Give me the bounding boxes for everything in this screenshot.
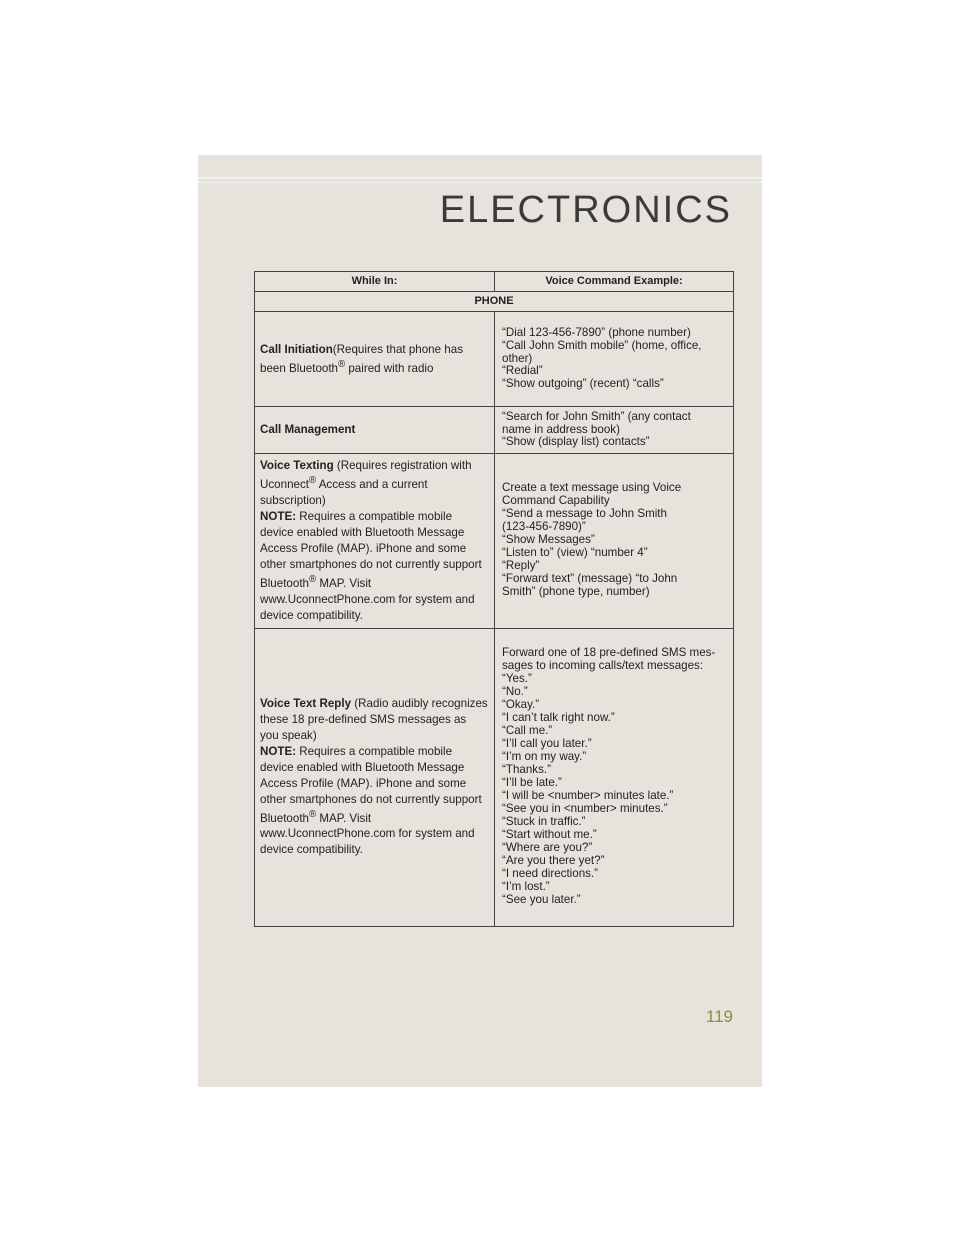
- row-feature-desc: (Radio audibly recognizes these 18 pre-defined SMS messages as you speak): [260, 696, 488, 742]
- note-text: MAP. Visit www.UconnectPhone.com for system and device compatibility.: [260, 576, 475, 622]
- row-feature-label: Call Management: [260, 423, 356, 436]
- command-line: “Thanks.”: [502, 763, 551, 777]
- command-line: “Forward text” (message) “to John: [502, 572, 678, 586]
- row-feature-label: Call Initiation: [260, 342, 333, 356]
- command-line: “Show (display list) contacts”: [502, 435, 650, 449]
- group-header-phone: PHONE: [255, 292, 734, 312]
- column-header-while-in: While In:: [255, 272, 495, 292]
- command-line: Command Capability: [502, 494, 610, 508]
- command-line: “Call me.”: [502, 724, 553, 738]
- header-rule: [198, 177, 762, 179]
- command-line: “Show Messages”: [502, 533, 595, 547]
- note-text: Requires a compatible mobile device enabled with Bluetooth Message Access Profile (MAP). iPhone and some other smartphones do not currently support Bluetooth: [260, 744, 482, 825]
- table-header-row: [255, 272, 734, 292]
- group-header-row: [255, 292, 734, 312]
- command-line: “Show outgoing” (recent) “calls”: [502, 377, 664, 391]
- note-label: NOTE:: [260, 744, 297, 758]
- command-line: “Listen to” (view) “number 4”: [502, 546, 648, 560]
- row-feature-cell: [255, 312, 495, 407]
- column-header-voice-command: Voice Command Example:: [495, 272, 734, 292]
- command-line: Smith” (phone type, number): [502, 585, 650, 599]
- command-line: Forward one of 18 pre-defined SMS mes-: [502, 646, 716, 660]
- command-line: “I will be <number> minutes late.”: [502, 789, 674, 803]
- registered-mark: ®: [308, 474, 317, 486]
- row-feature-label: Voice Text Reply: [260, 696, 352, 710]
- command-line: sages to incoming calls/text messages:: [502, 659, 704, 673]
- table-row: [255, 312, 734, 407]
- command-line: other): [502, 351, 533, 365]
- row-feature-desc: paired with radio: [345, 361, 434, 375]
- row-command-cell: [495, 628, 734, 926]
- command-line: “Dial 123-456-7890” (phone number): [502, 325, 691, 339]
- command-line: “I’m on my way.”: [502, 750, 587, 764]
- table-row: [255, 407, 734, 454]
- row-feature-cell: [255, 628, 495, 926]
- command-line: “Stuck in traffic.”: [502, 815, 586, 829]
- row-command-cell: [495, 454, 734, 629]
- command-line: name in address book): [502, 422, 620, 436]
- row-feature-desc: (Requires registration with Uconnect: [260, 459, 472, 491]
- command-line: “Reply”: [502, 559, 540, 573]
- note-text: MAP. Visit www.UconnectPhone.com for system and device compatibility.: [260, 811, 475, 857]
- manual-page: [198, 155, 762, 1087]
- command-line: “Call John Smith mobile” (home, office,: [502, 338, 702, 352]
- command-line: “Are you there yet?”: [502, 853, 605, 867]
- row-feature-cell: [255, 407, 495, 454]
- registered-mark: ®: [309, 808, 317, 820]
- registered-mark: ®: [309, 573, 317, 585]
- note-label: NOTE:: [260, 509, 297, 523]
- command-line: “See you later.”: [502, 892, 581, 906]
- row-feature-desc: Access and a current subscription): [260, 477, 428, 507]
- header-rule-thin: [198, 182, 762, 183]
- command-line: “Search for John Smith” (any contact: [502, 409, 691, 423]
- command-line: “Yes.”: [502, 672, 532, 686]
- command-line: “Send a message to John Smith: [502, 507, 667, 521]
- command-line: “No.”: [502, 685, 528, 699]
- table-row: [255, 628, 734, 926]
- command-line: “I’m lost.”: [502, 879, 550, 893]
- command-line: “Start without me.”: [502, 828, 597, 841]
- table-row: [255, 454, 734, 629]
- command-line: “I need directions.”: [502, 866, 599, 880]
- row-feature-desc: (Requires that phone has been Bluetooth: [260, 342, 463, 375]
- command-line: “I’ll call you later.”: [502, 737, 592, 751]
- row-command-cell: [495, 407, 734, 454]
- page-number: 119: [705, 1007, 733, 1026]
- command-line: “Okay.”: [502, 698, 540, 712]
- row-feature-label: Voice Texting: [260, 459, 334, 472]
- command-line: (123-456-7890)”: [502, 520, 586, 534]
- command-line: “Redial”: [502, 364, 543, 378]
- command-line: “Where are you?”: [502, 840, 593, 854]
- note-text: Requires a compatible mobile device enabled with Bluetooth Message Access Profile (MAP). iPhone and some other smartphones do not currently support Bluetooth: [260, 509, 482, 590]
- registered-mark: ®: [338, 358, 346, 370]
- row-feature-cell: [255, 454, 495, 629]
- command-line: “I can’t talk right now.”: [502, 711, 615, 725]
- command-line: “I’ll be late.”: [502, 776, 562, 790]
- voice-command-table: [254, 271, 734, 927]
- command-line: Create a text message using Voice: [502, 481, 682, 495]
- command-line: “See you in <number> minutes.”: [502, 802, 668, 816]
- row-command-cell: [495, 312, 734, 407]
- section-title: ELECTRONICS: [439, 189, 732, 231]
